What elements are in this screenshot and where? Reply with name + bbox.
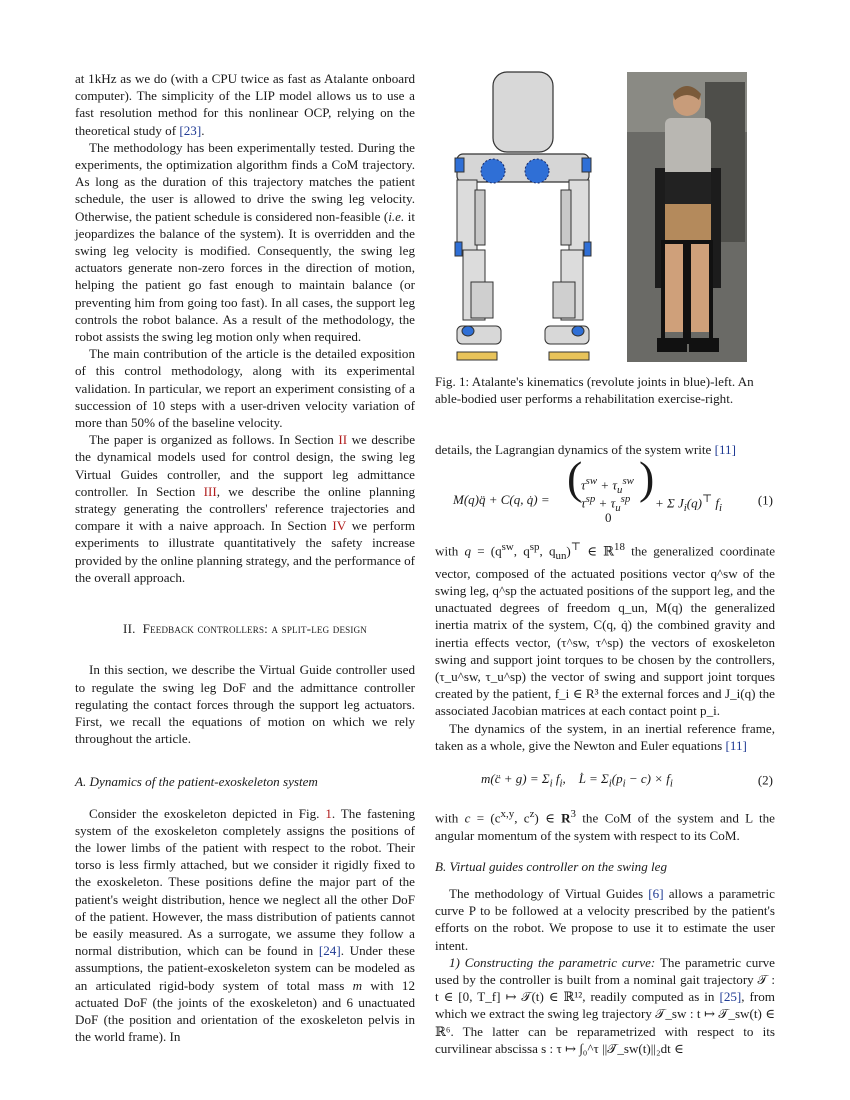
citation-link[interactable]: [24] <box>318 943 341 959</box>
citation-link[interactable]: [11] <box>714 442 736 458</box>
photo-user-in-exoskeleton <box>627 72 747 362</box>
equation-1: M(q)q̈ + C(q, q̇) = ( $\tau^{sw} + \tau_u^{sw}$ $\tau^{sp} + \tau_u^{sp}$ 0 ) + Σ $J_i(q)^⊤$ $f_i$ (1) <box>453 451 773 525</box>
paragraph: The dynamics of the system, in an inertial reference frame, taken as a whole, give the Newton and Euler equations [11] <box>435 720 775 753</box>
figure-link[interactable]: 1 <box>325 805 332 821</box>
subsection-heading: B. Virtual guides controller on the swing leg <box>435 858 668 874</box>
section-heading: II. Feedback controllers: a split-leg design <box>123 621 367 637</box>
figure-1 <box>435 70 775 365</box>
equation-number: (1) <box>757 492 773 508</box>
section-link[interactable]: II <box>338 432 348 448</box>
paragraph: The methodology has been experimentally tested. During the experiments, the optimization algorithm finds a CoM trajectory. As long as the duration of this trajectory matches the patient schedule, the user is allowed to drive the swing leg velocity. Otherwise, the patient schedule is considered non-feasible (i.e. it jeopardizes the balance of the system). It is overridden and the swing leg velocity is modified. Consequently, the swing leg actuators generate non-zero forces in the direction of motion, helping the patient go fast enough to maintain balance (or preventing him from going too fast). In all cases, the support leg controls the robot balance. As a result of the methodology, the robot assists the swing leg motion only when required. <box>75 139 415 345</box>
paragraph: In this section, we describe the Virtual Guide controller used to regulate the swing leg DoF and the admittance controller regulating the contact forces through the support leg actuators. First, we recall the equations of motion on which we rely throughout the article. <box>75 662 415 747</box>
equation-number: (2) <box>757 772 773 788</box>
left-column <box>75 70 415 1045</box>
citation-link[interactable]: [23] <box>179 122 202 138</box>
paragraph: 1) Constructing the parametric curve: The parametric curve used by the controller is built from a nominal gait trajectory 𝒯 : t ∈ [0, T_f] ↦ 𝒯(t) ∈ ℝ¹², readily computed as in [25], from which we extract the swing leg trajectory 𝒯_sw : t ↦ 𝒯_sw(t) ∈ ℝ⁶. The latter can be reparametrized with respect to its curvilinear abscissa s : τ ↦ ∫₀^τ ||𝒯̇_sw(t)||₂dt ∈ <box>435 954 775 1056</box>
citation-link[interactable]: [6] <box>648 885 664 901</box>
paragraph: The main contribution of the article is the detailed exposition of this control methodology, along with its experimental validation. In particular, we report an experiment consisting of a succession of 10 steps with a user-driven velocity variation of more than 50% of the baseline velocity. <box>75 346 415 431</box>
paragraph: Consider the exoskeleton depicted in Fig. 1. The fastening system of the exoskeleton completely assigns the positions of the lower limbs of the patient with respect to the robot. Their torso is less firmly attached, but we consider it rigidly fixed to the exoskeleton. These positions define the major part of the patient's weight distribution, hence we neglect all the other DoF of the patient. However, the mass distribution of patients cannot be easily measured. As a surrogate, we assume they follow a normal distribution, which can be found in [24]. Under these assumptions, the patient-exoskeleton system can be modeled as an articulated rigid-body system of total mass m with 12 actuated DoF (the joints of the exoskeleton) and 6 unactuated DoF (the position and orientation of the exoskeleton pelvis in the world frame). In <box>75 805 416 1045</box>
paragraph: with $c = (c^{x,y}$, $c^z$) ∈ $R^3$ the CoM of the system and L the angular momentum of the system with respect to its CoM. <box>435 808 775 843</box>
right-column <box>435 70 775 1057</box>
exoskeleton-diagram <box>435 70 620 365</box>
paragraph: The methodology of Virtual Guides [6] allows a parametric curve P to be followed at a velocity prescribed by the patient's efforts on the robot. We propose to use it to estimate the user intent. <box>435 885 775 953</box>
citation-link[interactable]: [25] <box>719 989 742 1005</box>
paragraph: The paper is organized as follows. In Section II we describe the dynamical models used for control design, the swing leg Virtual Guides controller, and the support leg admittance controller. In Section III, we describe the online planning strategy generating the controllers' reference trajectories and compare it with a naive approach. In Section IV we perform experiments to illustrate quantitatively the safety increase provided by the online planning strategy, and the performance of the overall approach. <box>75 432 416 585</box>
section-link[interactable]: III <box>203 483 217 499</box>
equation-2: m(c̈ + $g) = \Sigma_i$ $f_i$, L̇ = $\Sigma_i(p_i - c) \times f_i$ (2) <box>481 771 773 790</box>
citation-link[interactable]: [11] <box>725 737 747 753</box>
figure-caption: Fig. 1: Atalante's kinematics (revolute joints in blue)-left. An able-bodied user performs a rehabilitation exercise-right. <box>435 374 754 407</box>
paragraph: with $q = (q^{sw}$, $q^{sp}$, $q_{un})^⊤$ ∈ ℝ$^{18}$ the generalized coordinate vector, composed of the actuated positions vector q^sw of the swing leg, q^sp the actuated positions of the support leg, and the unactuated degrees of freedom q_un, M(q) the generalized inertia matrix of the system, C(q, q̇) the combined gravity and inertia effects vector, (τ^sw, τ^sp) the vectors of exoskeleton swing and support joint torques to be chosen by the controllers, (τ_u^sw, τ_u^sp) the vector of swing and support joint torques created by the patient, f_i ∈ R³ the external forces and J_i(q) the associated Jacobian matrices at each contact point p_i. <box>435 540 776 719</box>
paragraph: details, the Lagrangian dynamics of the system write [11] <box>435 442 736 458</box>
subsection-heading: A. Dynamics of the patient-exoskeleton system <box>75 774 318 790</box>
section-link[interactable]: IV <box>332 518 347 534</box>
paragraph: at 1kHz as we do (with a CPU twice as fast as Atalante onboard computer). The simplicity of the LIP model allows us to use a fast resolution method for this nonlinear OCP, relying on the theoretical study of [23]. <box>75 71 415 138</box>
